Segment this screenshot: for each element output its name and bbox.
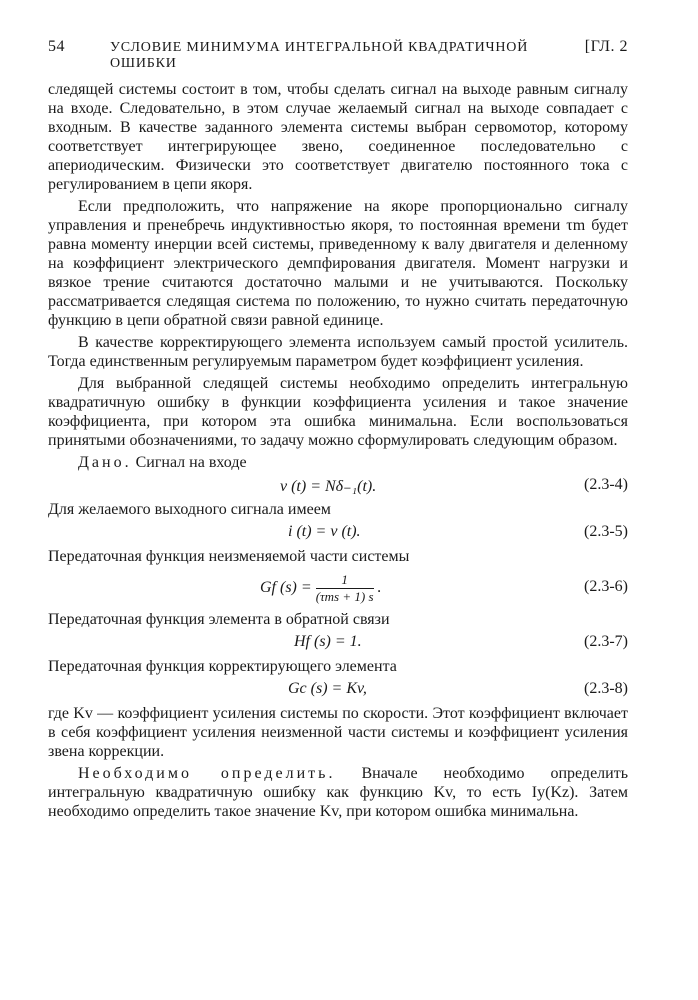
final-text: Вначале необходимо определить интегральную квадратичную ошибку как функцию Kv, то есть Iy(Kz). Затем необходимо определить такое значение Kv, при котором ошибка минимальна. (48, 765, 628, 820)
paragraph-after-equations: где Kv — коэффициент усиления системы по скорости. Этот коэффициент включает в себя коэффициент усиления неизменной части системы и коэффициент усиления звена коррекции. (48, 705, 628, 760)
equation-2-3-7 (48, 629, 628, 657)
final-paragraph (48, 764, 628, 821)
equation-2-3-6 (48, 566, 628, 610)
equation-expr: Gc (s) = Kv, (288, 680, 367, 697)
running-title: УСЛОВИЕ МИНИМУМА ИНТЕГРАЛЬНОЙ КВАДРАТИЧНОЙ ОШИБКИ (110, 40, 529, 71)
equation-expr: v (t) = Nδ₋₁(t). (280, 478, 377, 495)
paragraph-3: В качестве корректирующего элемента используем самый простой усилитель. Тогда единственным регулируемым параметром будет коэффициент усиления. (48, 334, 628, 370)
equation-number: (2.3-8) (584, 680, 628, 697)
given-text: Сигнал на входе (135, 454, 247, 471)
final-label: Необходимо определить. (78, 765, 336, 782)
caption-feedback-transfer: Передаточная функция элемента в обратной связи (48, 611, 390, 628)
paragraph-2: Если предположить, что напряжение на якоре пропорционально сигналу управления и пренебречь индуктивностью якоря, то постоянная времени τm будет равна моменту инерции всей системы, приведенному к валу двигателя и деленному на коэффициент электрического демпфирования двигателя. Момент нагрузки и вязкое трение считаются достаточно малыми и не учитываются. Поскольку рассматривается следящая система по положению, то нужно считать передаточную функцию в цепи обратной связи равной единице. (48, 198, 628, 329)
book-page (48, 38, 628, 821)
caption-plant-transfer: Передаточная функция неизменяемой части системы (48, 548, 410, 565)
given-line (48, 453, 628, 472)
equation-2-3-8 (48, 676, 628, 704)
running-header (48, 38, 628, 72)
equation-expr: i (t) = v (t). (288, 523, 361, 540)
equation-2-3-4 (48, 472, 628, 500)
page-number: 54 (48, 38, 65, 55)
equation-lhs: Gf (s) = (260, 579, 312, 597)
caption-desired-output: Для желаемого выходного сигнала имеем (48, 501, 331, 518)
equation-tail: . (377, 579, 382, 597)
equation-number: (2.3-5) (584, 523, 628, 540)
equation-number: (2.3-4) (584, 476, 628, 493)
fraction-denominator: (τms + 1) s (315, 589, 374, 604)
fraction (316, 572, 374, 605)
equation-expr (260, 572, 382, 605)
given-label: Дано. (78, 454, 132, 471)
paragraph-4: Для выбранной следящей системы необходимо определить интегральную квадратичную ошибку в функции коэффициента усиления и такое значение коэффициента, при котором эта ошибка минимальна. Если воспользоваться принятыми обозначениями, то задачу можно сформулировать следующим образом. (48, 375, 628, 449)
caption-corrector-transfer: Передаточная функция корректирующего элемента (48, 658, 397, 675)
equation-2-3-5 (48, 519, 628, 547)
paragraph-1: следящей системы состоит в том, чтобы сделать сигнал на выходе равным сигналу на входе. Следовательно, в этом случае желаемый сигнал на выходе совпадает с входным. В качестве заданного элемента системы выбран сервомотор, которому соответствует интегрирующее звено, соединенное последовательно с апериодическим. Физически это соответствует двигателю постоянного тока с регулированием в цепи якоря. (48, 81, 628, 193)
equation-expr: Hf (s) = 1. (294, 633, 362, 650)
chapter-marker: [ГЛ. 2 (584, 38, 628, 55)
fraction-numerator: 1 (316, 572, 374, 589)
equation-number: (2.3-6) (584, 578, 628, 595)
equation-number: (2.3-7) (584, 633, 628, 650)
